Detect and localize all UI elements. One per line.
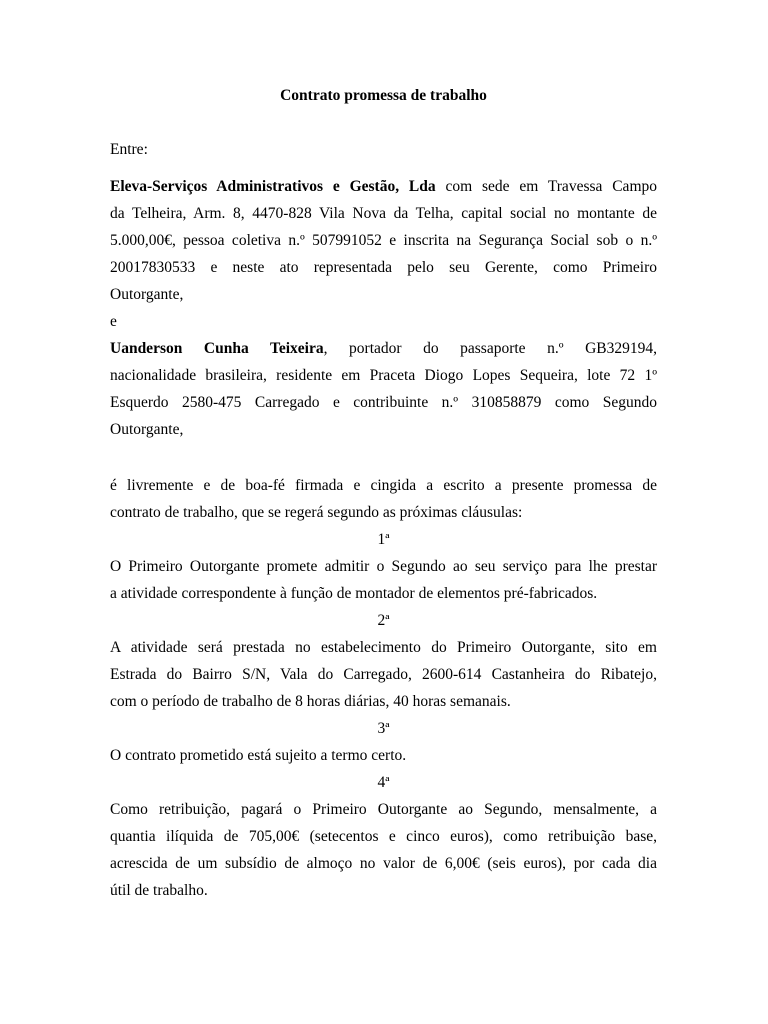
party1-line-1-rest: com sede em Travessa Campo (435, 178, 657, 195)
clause-4-line-4: útil de trabalho. (110, 882, 208, 899)
party1-line-4: 20017830533 e neste ato representada pelo seu Gerente, como Primeiro (110, 259, 657, 276)
document-title: Contrato promessa de trabalho (280, 87, 487, 104)
party2-line-2: nacionalidade brasileira, residente em Praceta Diogo Lopes Sequeira, lote 72 1º (110, 367, 657, 384)
clause-1-line-2: a atividade correspondente à função de montador de elementos pré-fabricados. (110, 585, 598, 602)
party2-line-4: Outorgante, (110, 421, 184, 438)
party2-line-1-rest: , portador do passaporte n.º GB329194, (323, 340, 657, 357)
party2-name: Uanderson Cunha Teixeira (110, 340, 324, 357)
party1-line-2: da Telheira, Arm. 8, 4470-828 Vila Nova da Telha, capital social no montante de (110, 205, 657, 222)
clause-3-number: 3ª (377, 720, 390, 737)
clause-2-number: 2ª (377, 612, 390, 629)
clause-4-line-2: quantia ilíquida de 705,00€ (setecentos e cinco euros), como retribuição base, (110, 828, 657, 845)
intro-line-1: é livremente e de boa-fé firmada e cingida a escrito a presente promessa de (110, 477, 657, 494)
party1-line-3: 5.000,00€, pessoa coletiva n.º 507991052 e inscrita na Segurança Social sob o n.º (110, 232, 657, 249)
party1-line-5: Outorgante, (110, 286, 184, 303)
clause-2-line-2: Estrada do Bairro S/N, Vala do Carregado, 2600-614 Castanheira do Ribatejo, (110, 666, 657, 683)
clause-4-line-1: Como retribuição, pagará o Primeiro Outorgante ao Segundo, mensalmente, a (110, 801, 657, 818)
clause-2-line-1: A atividade será prestada no estabelecimento do Primeiro Outorgante, sito em (110, 639, 657, 656)
party2-paragraph (110, 335, 657, 443)
conjunction-e: e (110, 313, 117, 330)
entre-line (110, 136, 657, 163)
clause-1-number: 1ª (377, 531, 390, 548)
clause-2-line-3: com o período de trabalho de 8 horas diárias, 40 horas semanais. (110, 693, 511, 710)
intro-paragraph (110, 472, 657, 904)
clause-1-line-1: O Primeiro Outorgante promete admitir o Segundo ao seu serviço para lhe prestar (110, 558, 657, 575)
intro-line-2: contrato de trabalho, que se regerá segundo as próximas cláusulas: (110, 504, 523, 521)
party2-line-1 (110, 335, 657, 362)
party1-paragraph (110, 173, 657, 335)
entre-text: Entre: (110, 141, 148, 158)
clause-4-line-3: acrescida de um subsídio de almoço no valor de 6,00€ (seis euros), por cada dia (110, 855, 657, 872)
party1-name: Eleva-Serviços Administrativos e Gestão, Lda (110, 178, 436, 195)
party1-line-1 (110, 173, 657, 200)
clause-3-line-1: O contrato prometido está sujeito a termo certo. (110, 747, 407, 764)
party2-line-3: Esquerdo 2580-475 Carregado e contribuinte n.º 310858879 como Segundo (110, 394, 657, 411)
clause-4-number: 4ª (377, 774, 390, 791)
